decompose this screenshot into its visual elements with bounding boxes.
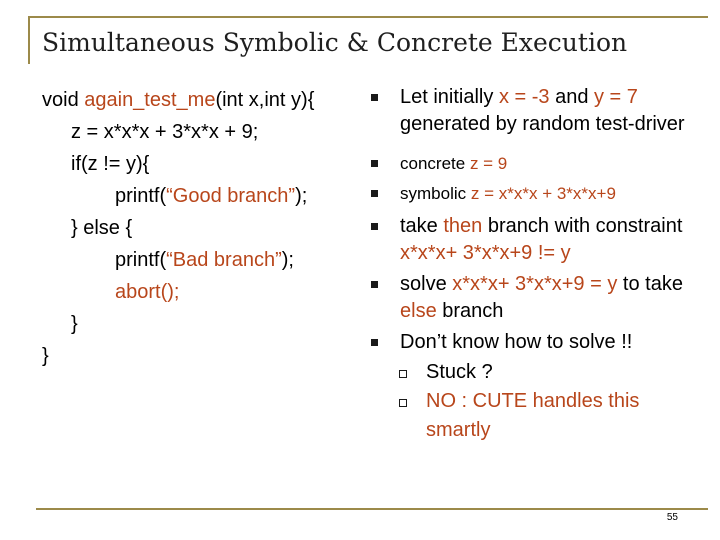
code-line-2: z = x*x*x + 3*x*x + 9;: [71, 121, 259, 143]
code-line-1: [42, 84, 314, 116]
square-bullet-icon: [371, 339, 378, 346]
bullet-list: [368, 84, 698, 445]
code-block: [42, 84, 314, 372]
code-line-7: abort();: [115, 281, 180, 303]
title-frame-top-line: [28, 16, 708, 18]
string-literal: “Bad branch”: [166, 249, 282, 271]
square-bullet-icon: [371, 281, 378, 288]
function-name: again_test_me: [84, 89, 216, 111]
sub-bullet-item: NO : CUTE handles this smartly: [368, 387, 698, 445]
code-token: );: [281, 249, 294, 271]
code-line-8: }: [71, 313, 78, 335]
code-line-4: [42, 180, 314, 212]
string-literal: “Good branch”: [166, 185, 296, 207]
bullet-item: Let initially x = -3 and y = 7 generated by random test-driver: [368, 84, 698, 138]
bullet-item: take then branch with constraint x*x*x+ 3*x*x+9 != y: [368, 213, 698, 267]
code-token: void: [42, 89, 85, 111]
square-bullet-icon: [371, 160, 378, 167]
square-bullet-icon: [371, 223, 378, 230]
code-token: printf(: [115, 185, 167, 207]
code-token: printf(: [115, 249, 167, 271]
code-line-9: }: [42, 345, 49, 367]
footer-divider-line: [36, 508, 708, 510]
bullet-item: Don’t know how to solve !!: [368, 329, 698, 356]
code-token: (int x,int y){: [215, 89, 315, 111]
square-bullet-icon: [371, 190, 378, 197]
bullet-item: symbolic z = x*x*x + 3*x*x+9: [368, 180, 698, 207]
sub-bullet-item: Stuck ?: [368, 358, 698, 387]
code-line-5: } else {: [71, 217, 133, 239]
hollow-square-bullet-icon: [399, 399, 407, 407]
page-number: 55: [666, 512, 678, 523]
slide-title: Simultaneous Symbolic & Concrete Execution: [42, 28, 628, 57]
code-line-3: if(z != y){: [71, 153, 150, 175]
title-frame-left-line: [28, 16, 30, 64]
code-line-6: [42, 244, 314, 276]
code-token: );: [295, 185, 308, 207]
bullet-item: concrete z = 9: [368, 150, 698, 177]
square-bullet-icon: [371, 94, 378, 101]
bullet-item: solve x*x*x+ 3*x*x+9 = y to take else branch: [368, 271, 698, 325]
hollow-square-bullet-icon: [399, 370, 407, 378]
